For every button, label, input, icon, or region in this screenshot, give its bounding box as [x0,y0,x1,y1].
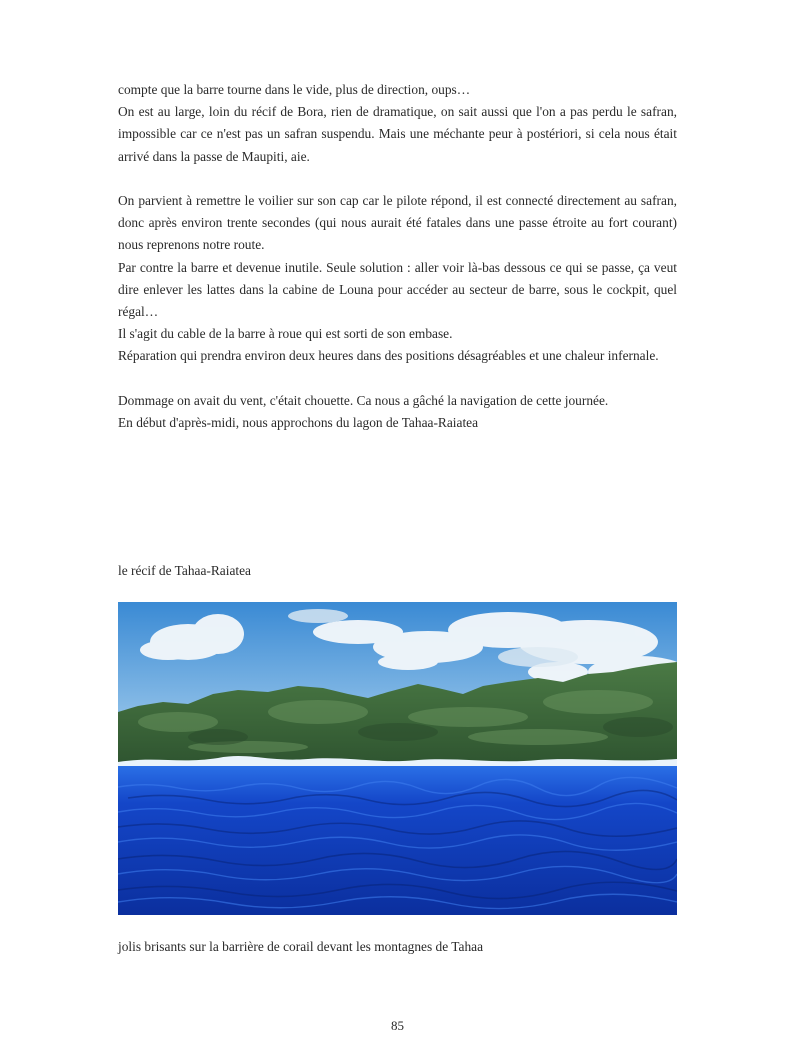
photo-title: le récif de Tahaa-Raiatea [118,563,252,578]
paragraph: Réparation qui prendra environ deux heures dans des positions désagréables et une chaleur infernale. [118,348,659,364]
paragraph: En début d'après-midi, nous approchons du lagon de Tahaa-Raiatea [118,415,479,431]
paragraph: Il s'agit du cable de la barre à roue qui est sorti de son embase. [118,326,453,342]
paragraph: compte que la barre tourne dans le vide, plus de direction, oups… [118,82,471,97]
paragraph: Par contre la barre et devenue inutile. Seule solution : aller voir là-bas dessous ce qui se passe, ça veut dire enlever les lattes dans la cabine de Louna pour accéder au secteur de barre, sous le cockpit, quel régal… [118,259,677,320]
paragraph: On parvient à remettre le voilier sur son cap car le pilote répond, il est connecté directement au safran, donc après environ trente secondes (qui nous aurait été fatales dans une passe étroite au fort courant) nous reprenons notre route. [118,193,677,253]
paragraph: On est au large, loin du récif de Bora, rien de dramatique, on sait aussi que l'on a pas perdu le safran, impossible car ce n'est pas un safran suspendu. Mais une méchante peur à postériori, si cela nous était arrivé dans la passe de Maupiti, aie. [118,104,677,164]
photo-caption: jolis brisants sur la barrière de corail devant les montagnes de Tahaa [118,939,484,954]
page-number: 85 [391,1018,404,1033]
body-text [118,79,677,434]
reef-photo [118,602,677,915]
paragraph: Dommage on avait du vent, c'était chouette. Ca nous a gâché la navigation de cette journée. [118,392,609,408]
